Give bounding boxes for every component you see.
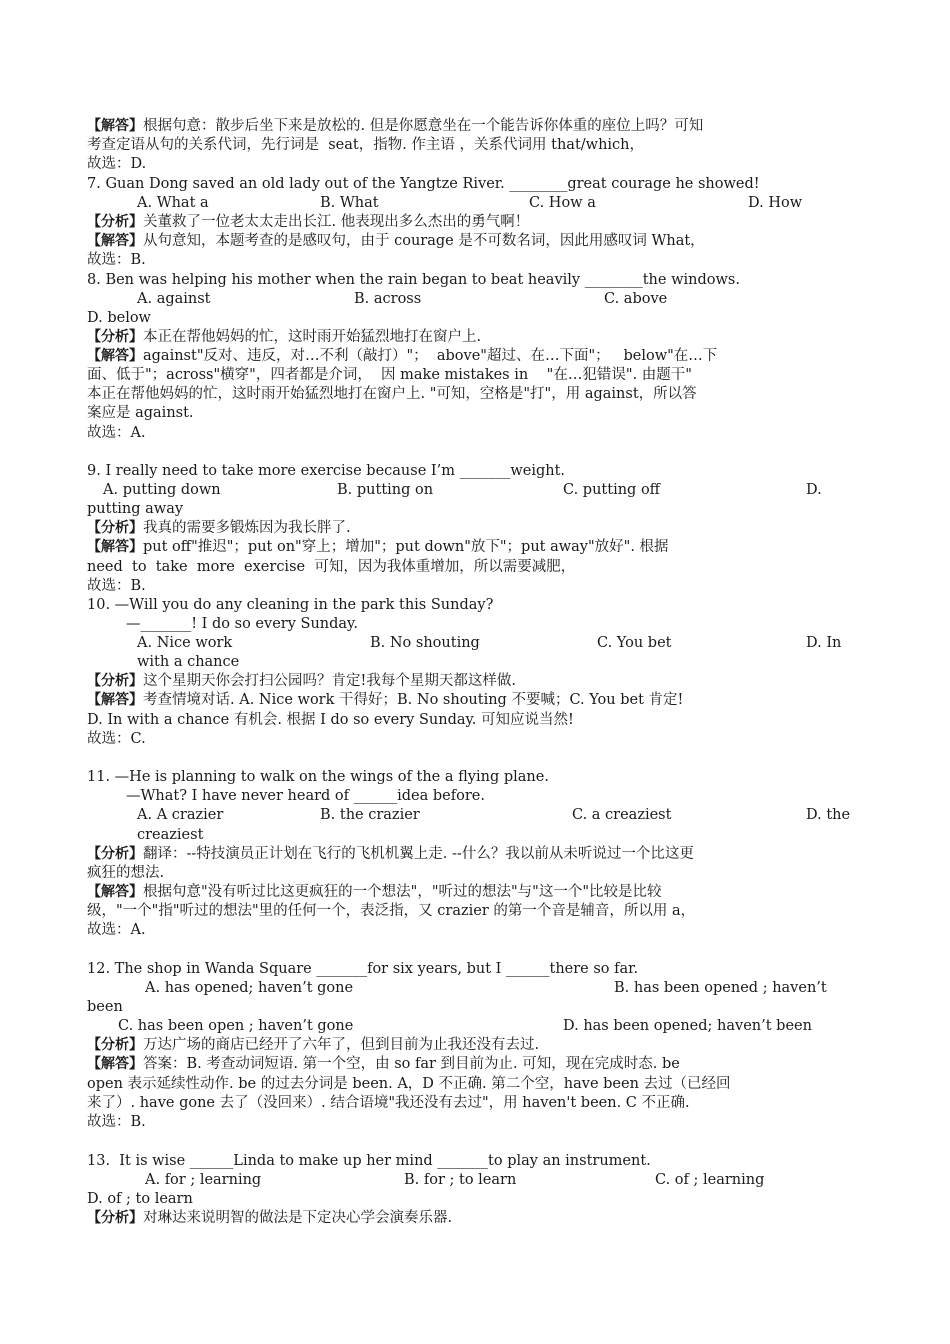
q13-analysis <box>87 1209 452 1228</box>
answer-text: against"反对、违反，对…不利（敲打）"； above"超过、在…下面"； below"在…下 <box>143 348 718 364</box>
answer-text: 根据句意"没有听过比这更疯狂的一个想法"，"听过的想法"与"这一个"比较是比较 <box>143 884 662 900</box>
q12-option-a: A. has opened; haven’t gone <box>145 980 354 996</box>
q13-option-a: A. for ; learning <box>145 1172 262 1188</box>
q8-option-a: A. against <box>137 291 211 307</box>
analysis-text: 本正在帮他妈妈的忙，这时雨开始猛烈地打在窗户上. <box>143 329 482 345</box>
text-line: 本正在帮他妈妈的忙，这时雨开始猛烈地打在窗户上. "可知，空格是"打"，用 against，所以答 <box>87 386 697 402</box>
question-13: 13. It is wise ______Linda to make up her mind _______to play an instrument. <box>87 1153 651 1169</box>
q10-option-c: C. You bet <box>597 635 672 651</box>
analysis-text: 万达广场的商店已经开了六年了，但到目前为止我还没有去过. <box>143 1037 540 1053</box>
analysis-tag: 【分析】 <box>87 846 143 862</box>
analysis-tag: 【分析】 <box>87 214 143 230</box>
q10-option-b: B. No shouting <box>370 635 480 651</box>
question-11-reply: —What? I have never heard of ______idea before. <box>126 788 485 804</box>
q9-option-c: C. putting off <box>563 482 660 498</box>
text-line: 级，"一个"指"听过的想法"里的任何一个，表泛指，又 crazier 的第一个音是辅音，所以用 a， <box>87 903 696 919</box>
q13-option-c: C. of ; learning <box>655 1172 765 1188</box>
text-line: open 表示延续性动作. be 的过去分词是 been. A，D 不正确. 第二个空，have been 去过（已经回 <box>87 1076 731 1092</box>
q11-option-a: A. A crazier <box>137 807 224 823</box>
text-line: need to take more exercise 可知，因为我体重增加，所以需要减肥， <box>87 559 576 575</box>
q8-option-b: B. across <box>354 291 422 307</box>
selection-line: 故选：D. <box>87 156 147 172</box>
text-line: D. In with a chance 有机会. 根据 I do so every Sunday. 可知应说当然! <box>87 712 574 728</box>
q7-analysis <box>87 213 529 232</box>
q7-selection: 故选：B. <box>87 252 146 268</box>
answer-tag: 【解答】 <box>87 233 143 249</box>
question-12: 12. The shop in Wanda Square _______for six years, but I ______there so far. <box>87 961 639 977</box>
q7-answer <box>87 232 705 251</box>
text-line: 来了）. have gone 去了（没回来）. 结合语境"我还没有去过"，用 haven't been. C 不正确. <box>87 1095 690 1111</box>
answer-text: 考查情境对话. A. Nice work 干得好；B. No shouting 不要喊；C. You bet 肯定! <box>143 692 684 708</box>
q12-selection: 故选：B. <box>87 1114 146 1130</box>
question-10: 10. —Will you do any cleaning in the park this Sunday? <box>87 597 494 613</box>
answer-tag: 【解答】 <box>87 118 143 134</box>
text-line: 面、低于"；across"横穿"，四者都是介词， 因 make mistakes in "在…犯错误". 由题干" <box>87 367 692 383</box>
analysis-tag: 【分析】 <box>87 520 143 536</box>
analysis-text: 关董救了一位老太太走出长江. 他表现出多么杰出的勇气啊！ <box>143 214 530 230</box>
q9-option-b: B. putting on <box>337 482 434 498</box>
q12-option-c: C. has been open ; haven’t gone <box>118 1018 354 1034</box>
answer-tag: 【解答】 <box>87 692 143 708</box>
q7-option-d: D. How <box>748 195 803 211</box>
q11-option-d-text: creaziest <box>137 827 204 843</box>
q11-option-c: C. a creaziest <box>572 807 672 823</box>
q9-analysis <box>87 519 351 538</box>
question-10-reply: —_______! I do so every Sunday. <box>126 616 358 632</box>
q8-option-d: D. below <box>87 310 151 326</box>
q8-answer <box>87 347 717 366</box>
question-8: 8. Ben was helping his mother when the rain began to beat heavily ________the windows. <box>87 272 740 288</box>
q9-selection: 故选：B. <box>87 578 146 594</box>
q13-option-d: D. of ; to learn <box>87 1191 193 1207</box>
analysis-tag: 【分析】 <box>87 1210 143 1226</box>
q11-option-d: D. the <box>806 807 851 823</box>
question-11: 11. —He is planning to walk on the wings of the a flying plane. <box>87 769 549 785</box>
q10-option-d-text: with a chance <box>137 654 240 670</box>
text-line: 案应是 against. <box>87 405 194 421</box>
analysis-tag: 【分析】 <box>87 1037 143 1053</box>
analysis-tag: 【分析】 <box>87 673 143 689</box>
q12-option-d: D. has been opened; haven’t been <box>563 1018 812 1034</box>
q10-analysis <box>87 672 516 691</box>
answer-text: 答案：B. 考查动词短语. 第一个空，由 so far 到目前为止. 可知，现在完成时态. be <box>143 1056 680 1072</box>
analysis-text: 这个星期天你会打扫公园吗？肯定!我每个星期天都这样做. <box>143 673 516 689</box>
q9-option-d: D. <box>806 482 822 498</box>
q12-option-b: B. has been opened ; haven’t <box>614 980 827 996</box>
analysis-tag: 【分析】 <box>87 329 143 345</box>
q12-option-b-text: been <box>87 999 123 1015</box>
analysis-text: 我真的需要多锻炼因为我长胖了. <box>143 520 351 536</box>
q9-option-a: A. putting down <box>103 482 221 498</box>
answer-tag: 【解答】 <box>87 539 143 555</box>
answer-line <box>87 117 703 136</box>
answer-tag: 【解答】 <box>87 1056 143 1072</box>
q11-selection: 故选：A. <box>87 922 146 938</box>
q7-option-a: A. What a <box>137 195 209 211</box>
q10-selection: 故选：C. <box>87 731 146 747</box>
q7-option-c: C. How a <box>529 195 596 211</box>
text-line: 考查定语从句的关系代词，先行词是 seat，指物. 作主语 ，关系代词用 that/which， <box>87 137 645 153</box>
answer-text: 从句意知，本题考查的是感叹句，由于 courage 是不可数名词，因此用感叹词 What， <box>143 233 705 249</box>
q13-option-b: B. for ; to learn <box>404 1172 517 1188</box>
question-7: 7. Guan Dong saved an old lady out of the Yangtze River. ________great courage he showed! <box>87 176 760 192</box>
text-line: 疯狂的想法. <box>87 865 165 881</box>
answer-text: 根据句意：散步后坐下来是放松的. 但是你愿意坐在一个能告诉你体重的座位上吗？可知 <box>143 118 704 134</box>
q11-analysis <box>87 845 694 864</box>
q9-answer <box>87 538 669 557</box>
q9-option-d-text: putting away <box>87 501 184 517</box>
q8-analysis <box>87 328 481 347</box>
analysis-text: 对琳达来说明智的做法是下定决心学会演奏乐器. <box>143 1210 453 1226</box>
q10-option-a: A. Nice work <box>137 635 233 651</box>
q11-option-b: B. the crazier <box>320 807 420 823</box>
q10-option-d: D. In <box>806 635 842 651</box>
q12-answer <box>87 1055 680 1074</box>
q7-option-b: B. What <box>320 195 379 211</box>
answer-tag: 【解答】 <box>87 348 143 364</box>
q8-option-c: C. above <box>604 291 668 307</box>
answer-text: put off"推迟"；put on"穿上；增加"；put down"放下"；put away"放好". 根据 <box>143 539 669 555</box>
answer-tag: 【解答】 <box>87 884 143 900</box>
q12-analysis <box>87 1036 539 1055</box>
q8-selection: 故选：A. <box>87 425 146 441</box>
q11-answer <box>87 883 662 902</box>
question-9: 9. I really need to take more exercise because I’m _______weight. <box>87 463 566 479</box>
q10-answer <box>87 691 683 710</box>
analysis-text: 翻译：--特技演员正计划在飞行的飞机机翼上走. --什么？我以前从未听说过一个比这更 <box>143 846 694 862</box>
